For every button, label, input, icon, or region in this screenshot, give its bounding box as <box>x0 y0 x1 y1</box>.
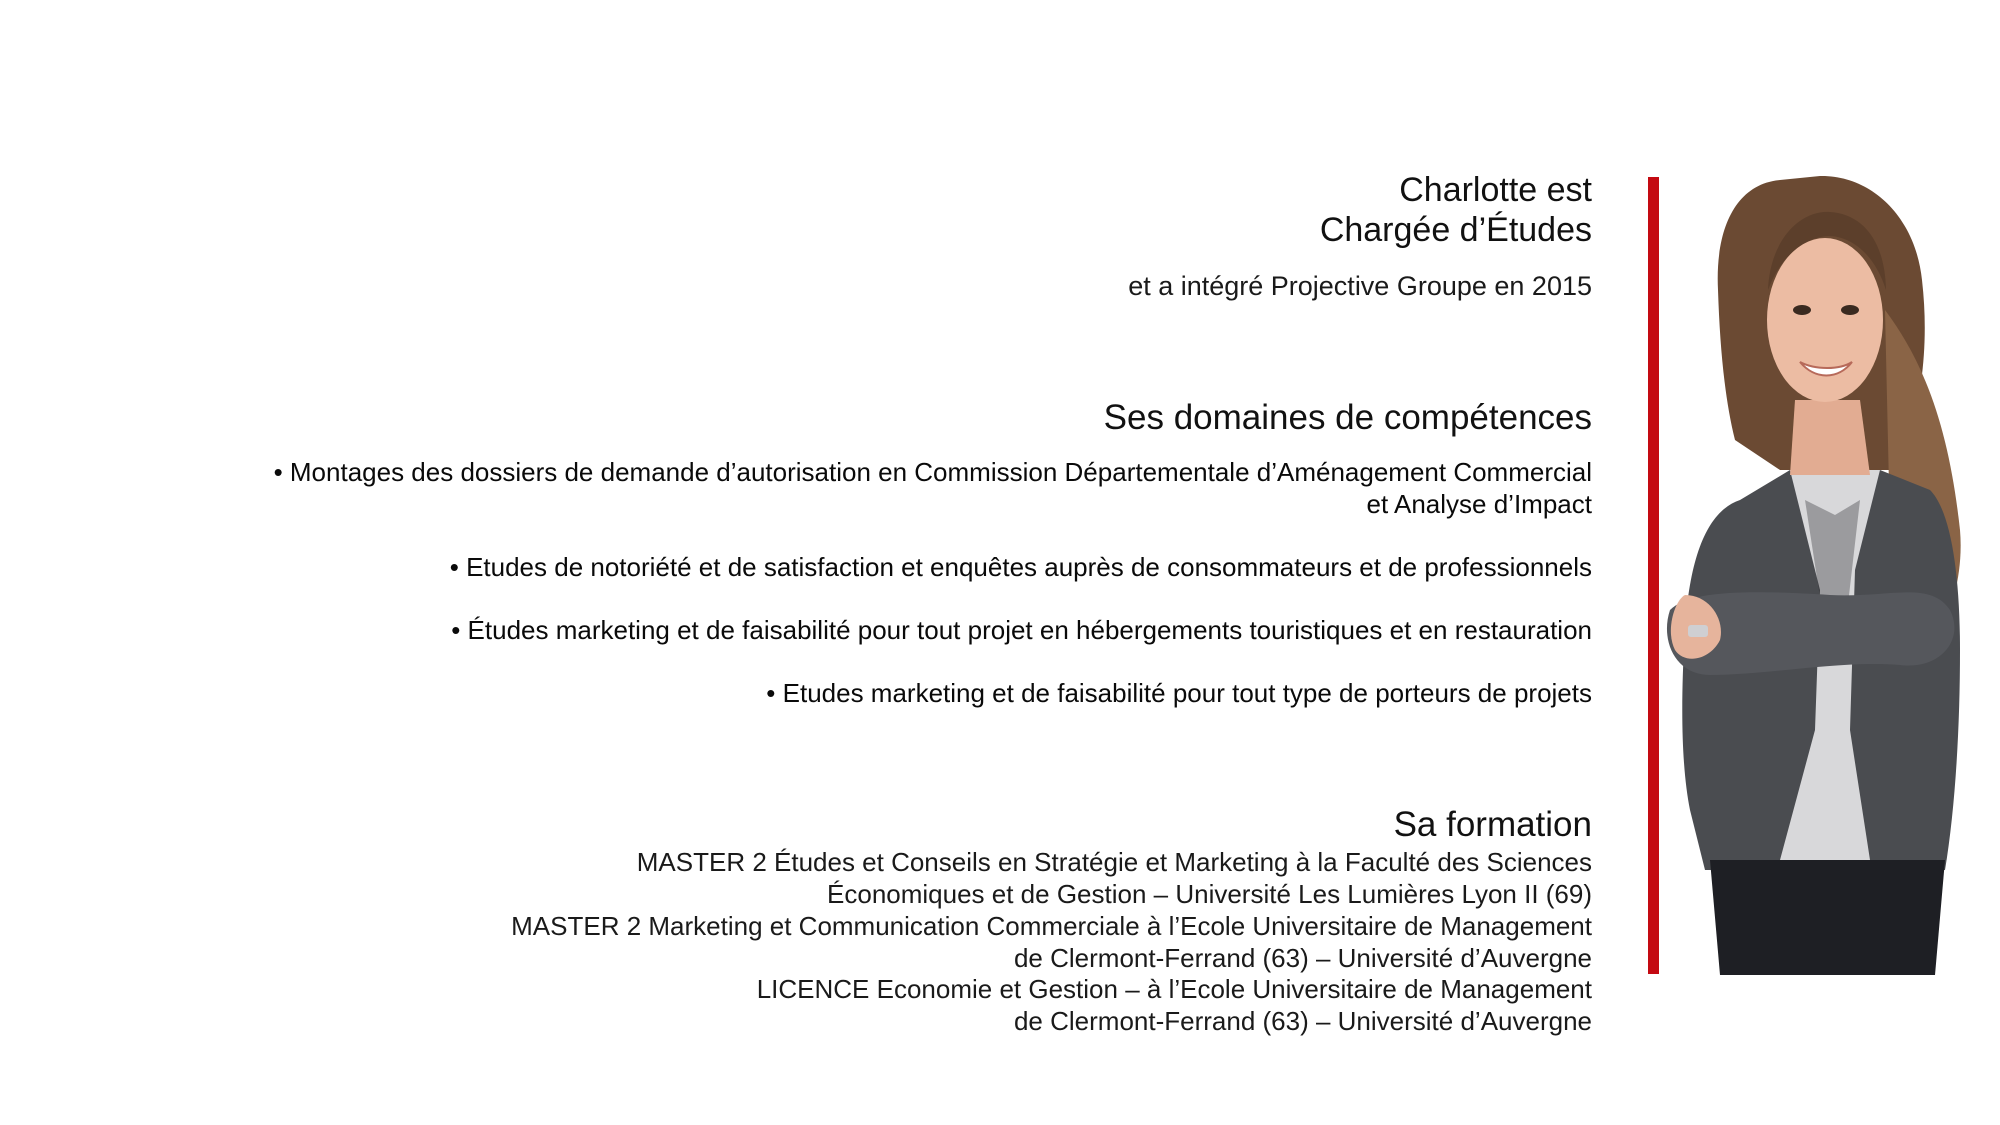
formation-line: de Clermont-Ferrand (63) – Université d’Auvergne <box>1013 1006 1592 1036</box>
competence-item-line: • Etudes de notoriété et de satisfaction et enquêtes auprès de consommateurs et de professionnels <box>449 552 1592 582</box>
formation-line: de Clermont-Ferrand (63) – Université d’Auvergne <box>1013 943 1592 973</box>
title-line-1: Charlotte est <box>1399 171 1592 209</box>
formation-line: Économiques et de Gestion – Université Les Lumières Lyon II (69) <box>827 879 1592 909</box>
competence-item-line: • Etudes marketing et de faisabilité pour tout type de porteurs de projets <box>766 678 1592 708</box>
portrait-photo <box>1630 170 1990 975</box>
title-line-2: Chargée d’Études <box>1319 211 1592 249</box>
formation-line: MASTER 2 Études et Conseils en Stratégie et Marketing à la Faculté des Sciences <box>636 847 1592 877</box>
competence-item <box>766 677 1592 709</box>
competence-item <box>274 456 1592 520</box>
formation-line: LICENCE Economie et Gestion – à l’Ecole Universitaire de Management <box>756 974 1592 1004</box>
competence-item-line: et Analyse d’Impact <box>1366 489 1592 519</box>
competence-item <box>450 551 1592 583</box>
formation-heading: Sa formation <box>1393 805 1592 844</box>
competence-item <box>451 614 1592 646</box>
competence-item-line: • Montages des dossiers de demande d’autorisation en Commission Départementale d’Aménagement Commercial <box>273 457 1592 487</box>
subtitle: et a intégré Projective Groupe en 2015 <box>1128 271 1592 301</box>
formation-line: MASTER 2 Marketing et Communication Commerciale à l’Ecole Universitaire de Management <box>511 911 1592 941</box>
competences-heading: Ses domaines de compétences <box>1103 398 1592 437</box>
competence-item-line: • Études marketing et de faisabilité pour tout projet en hébergements touristiques et en restauration <box>451 615 1592 645</box>
